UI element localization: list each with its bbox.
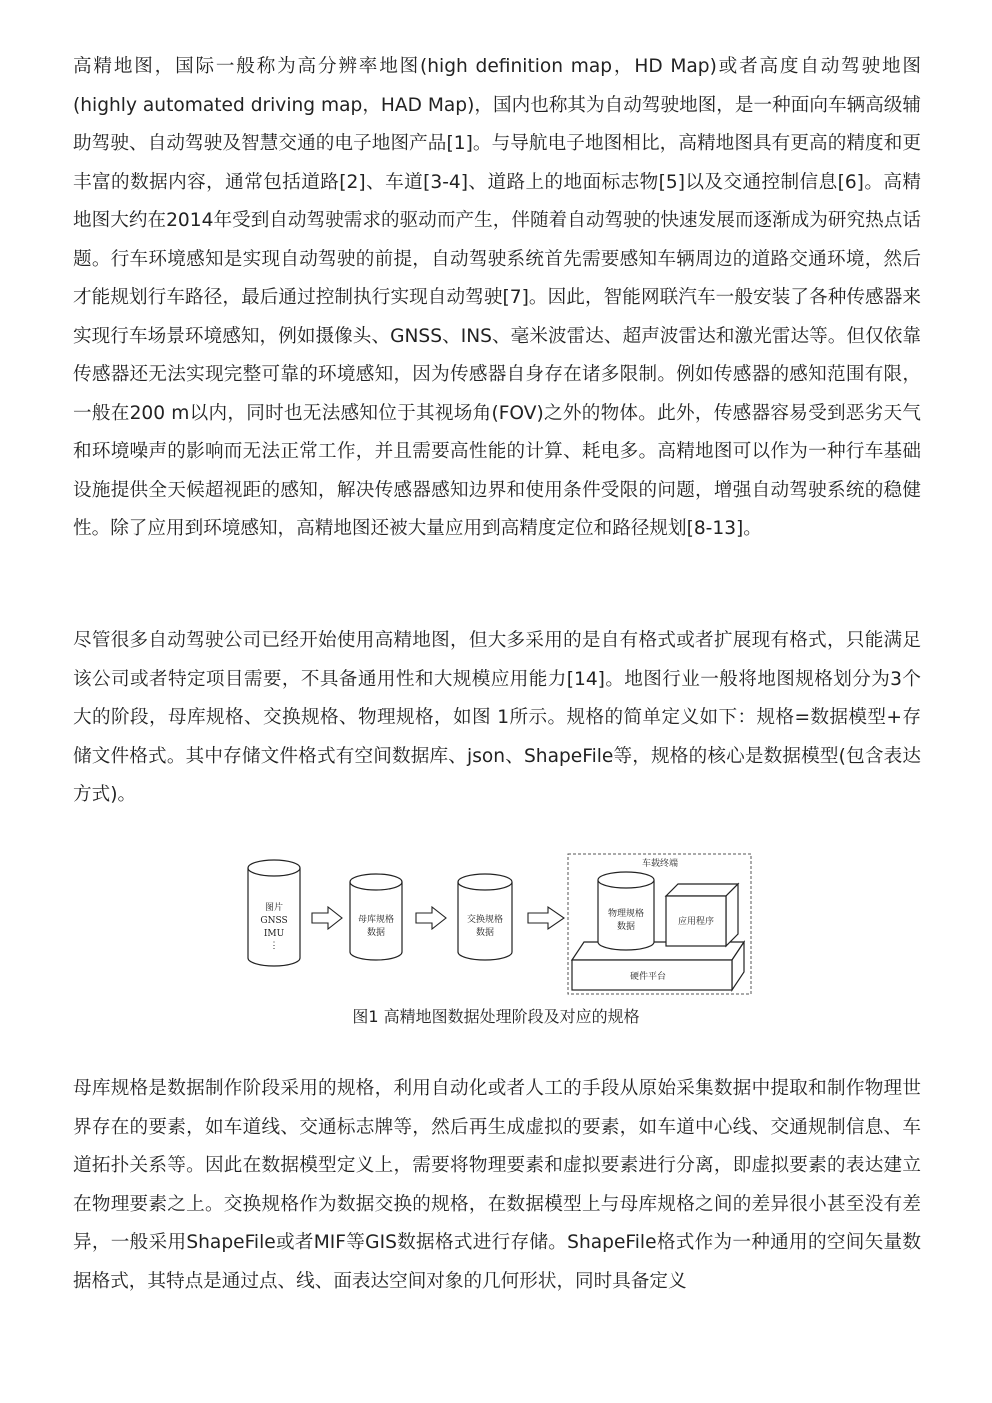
exchange-spec-label-2: 数据 xyxy=(475,928,495,938)
physical-spec-label-2: 数据 xyxy=(616,922,636,932)
hardware-platform-label: 硬件平台 xyxy=(629,972,667,982)
arrow-right-icon xyxy=(416,907,446,929)
source-data-cylinder xyxy=(248,860,300,966)
arrow-right-icon xyxy=(312,907,342,929)
physical-spec-cylinder xyxy=(598,872,654,950)
hardware-platform-block xyxy=(572,942,744,990)
figure-1-caption: 图1 高精地图数据处理阶段及对应的规格 xyxy=(352,1007,640,1026)
source-label-2: GNSS xyxy=(260,916,288,926)
paragraph-hd-map-intro: 高精地图，国际一般称为高分辨率地图(high definition map，HD Map)或者高度自动驾驶地图(highly automated driving map，HAD Map)，国内也称其为自动驾驶地图，是一种面向车辆高级辅助驾驶、自动驾驶及智慧交通的电子地图产品[1]。与导航电子地图相比，高精地图具有更高的精度和更丰富的数据内容，通常包括道路[2]、车道[3-4]、道路上的地面标志物[5]以及交通控制信息[6]。高精地图大约在2014年受到自动驾驶需求的驱动而产生，伴随着自动驾驶的快速发展而逐渐成为研究热点话题。行车环境感知是实现自动驾驶的前提，自动驾驶系统首先需要感知车辆周边的道路交通环境，然后才能规划行车路径，最后通过控制执行实现自动驾驶[7]。因此，智能网联汽车一般安装了各种传感器来实现行车场景环境感知，例如摄像头、GNSS、INS、毫米波雷达、超声波雷达和激光雷达等。但仅依靠传感器还无法实现完整可靠的环境感知，因为传感器自身存在诸多限制。例如传感器的感知范围有限，一般在200 m以内，同时也无法感知位于其视场角(FOV)之外的物体。此外，传感器容易受到恶劣天气和环境噪声的影响而无法正常工作，并且需要高性能的计算、耗电多。高精地图可以作为一种行车基础设施提供全天候超视距的感知，解决传感器感知边界和使用条件受限的问题，增强自动驾驶系统的稳健性。除了应用到环境感知，高精地图还被大量应用到高精度定位和路径规划[8-13]。 xyxy=(73,56,921,539)
source-label-1: 图片 xyxy=(264,903,284,913)
physical-spec-label-1: 物理规格 xyxy=(607,909,645,919)
master-spec-cylinder xyxy=(350,874,402,960)
exchange-spec-cylinder xyxy=(458,874,512,960)
figure-1-diagram xyxy=(244,852,754,997)
master-spec-label-2: 数据 xyxy=(366,928,386,938)
arrow-right-icon xyxy=(528,907,564,929)
paragraph-master-spec: 母库规格是数据制作阶段采用的规格，利用自动化或者人工的手段从原始采集数据中提取和制作物理世界存在的要素，如车道线、交通标志牌等，然后再生成虚拟的要素，如车道中心线、交通规制信息、车道拓扑关系等。因此在数据模型定义上，需要将物理要素和虚拟要素进行分离，即虚拟要素的表达建立在物理要素之上。交换规格作为数据交换的规格，在数据模型上与母库规格之间的差异很小甚至没有差异，一般采用ShapeFile或者MIF等GIS数据格式进行存储。ShapeFile格式作为一种通用的空间矢量数据格式，其特点是通过点、线、面表达空间对象的几何形状，同时具备定义 xyxy=(73,1078,921,1292)
exchange-spec-label-1: 交换规格 xyxy=(466,915,504,925)
master-spec-label-1: 母库规格 xyxy=(357,915,395,925)
vehicle-terminal-title: 车载终端 xyxy=(641,859,679,869)
source-label-3: IMU xyxy=(263,929,285,939)
source-label-4: ⋮ xyxy=(269,941,279,951)
application-block xyxy=(666,884,738,946)
paragraph-map-spec-stages: 尽管很多自动驾驶公司已经开始使用高精地图，但大多采用的是自有格式或者扩展现有格式，只能满足该公司或者特定项目需要，不具备通用性和大规模应用能力[14]。地图行业一般将地图规格划分为3个大的阶段，母库规格、交换规格、物理规格，如图 1所示。规格的简单定义如下：规格=数据模型+存储文件格式。其中存储文件格式有空间数据库、json、ShapeFile等，规格的核心是数据模型(包含表达方式)。 xyxy=(73,630,921,805)
application-label: 应用程序 xyxy=(677,917,715,927)
